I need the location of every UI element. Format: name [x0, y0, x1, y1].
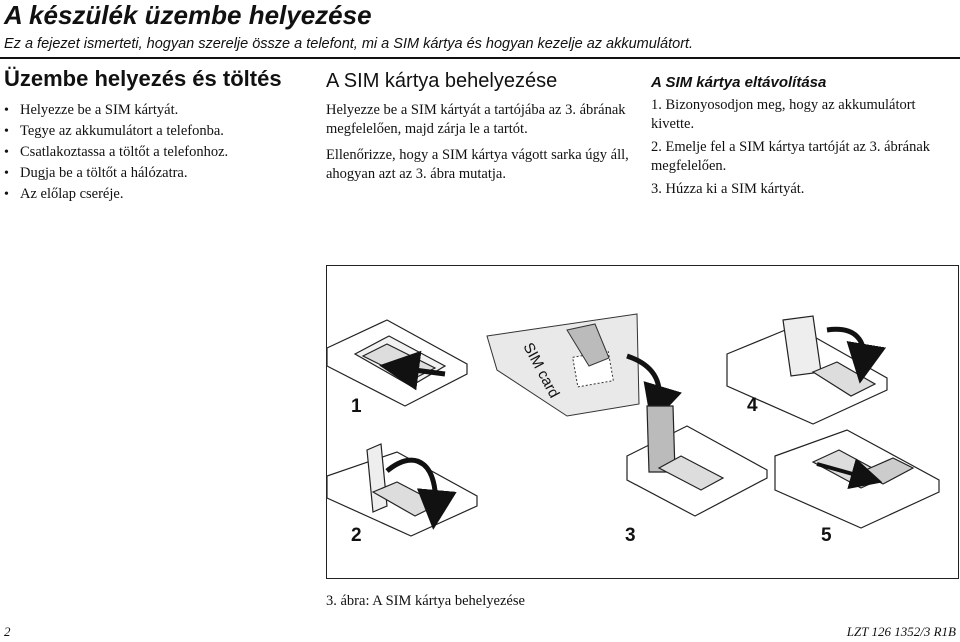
list-item: • Tegye az akkumulátort a telefonba.: [4, 121, 228, 142]
paragraph: Helyezze be a SIM kártyát a tartójába az 3. ábrának megfelelően, majd zárja le a tartót.: [326, 102, 626, 137]
setup-list: [4, 100, 228, 205]
setup-heading: Üzembe helyezés és töltés: [4, 66, 282, 91]
chapter-intro: Ez a fejezet ismerteti, hogyan szerelje össze a telefont, mi a SIM kártya és hogyan kezelje az akkumulátort.: [4, 36, 694, 52]
header-rule: [0, 57, 960, 59]
step-number: 3: [625, 525, 636, 546]
remove-steps: [651, 96, 951, 203]
list-item: • Az előlap cseréje.: [4, 184, 228, 205]
sim-insertion-illustration: [327, 266, 957, 577]
step3-phone: [627, 406, 767, 516]
page-number: 2: [4, 624, 11, 639]
insert-heading: A SIM kártya behelyezése: [326, 70, 558, 92]
step5-phone: [775, 430, 939, 528]
step-number: 1: [351, 396, 362, 417]
document-code: LZT 126 1352/3 R1B: [846, 624, 956, 639]
sim-card-label: SIM card: [519, 339, 563, 401]
step-item: 3. Húzza ki a SIM kártyát.: [651, 181, 805, 197]
sim-card: [487, 314, 639, 416]
list-item: • Helyezze be a SIM kártyát.: [4, 100, 228, 121]
step-number: 4: [747, 395, 758, 416]
step2-phone: [327, 444, 477, 536]
figure-caption: 3. ábra: A SIM kártya behelyezése: [326, 593, 525, 609]
insert-body: [326, 101, 638, 191]
step-number: 5: [821, 525, 832, 546]
figure-frame: [326, 265, 959, 579]
paragraph: Ellenőrizze, hogy a SIM kártya vágott sarka úgy áll, ahogyan azt az 3. ábra mutatja.: [326, 147, 629, 182]
list-item: • Csatlakoztassa a töltőt a telefonhoz.: [4, 142, 228, 163]
step-item: 2. Emelje fel a SIM kártya tartóját az 3. ábrának megfelelően.: [651, 139, 931, 174]
list-item: • Dugja be a töltőt a hálózatra.: [4, 163, 228, 184]
step1-phone: [327, 320, 467, 406]
remove-heading: A SIM kártya eltávolítása: [651, 74, 827, 91]
page-title: A készülék üzembe helyezése: [4, 0, 372, 30]
step-number: 2: [351, 525, 362, 546]
step-item: 1. Bizonyosodjon meg, hogy az akkumulátort kivette.: [651, 97, 916, 132]
